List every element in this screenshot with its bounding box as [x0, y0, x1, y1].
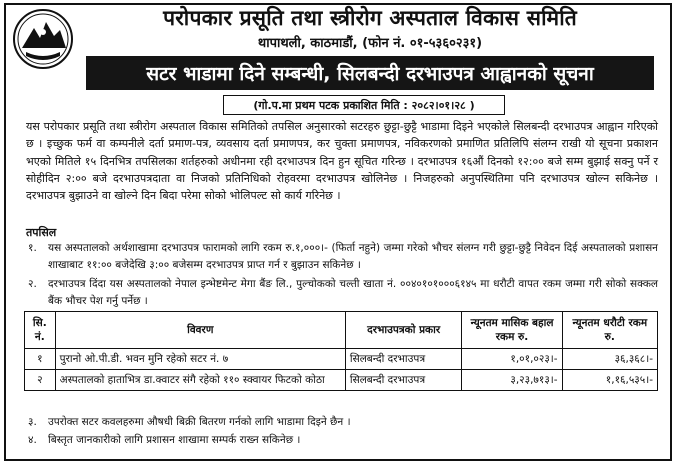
- cell-description: पुरानो ओ.पी.डी. भवन मुनि रहेको सटर नं. ७: [55, 349, 345, 370]
- cell-min-deposit: १,१६,५३५।-: [562, 370, 657, 391]
- conditions-heading: तपसिल: [26, 226, 57, 239]
- condition-text: बिस्तृत जानकारीको लागि प्रशासन शाखामा सम्पर्क राख्न सकिनेछ ।: [48, 434, 301, 446]
- col-header-min-rent: न्यूनतम मासिक बहाल रकम रु.: [462, 312, 562, 349]
- cell-min-rent: ३,२३,७१३।-: [462, 370, 562, 391]
- condition-item-3: [28, 414, 658, 431]
- table-row: [25, 349, 658, 370]
- condition-number: १.: [28, 242, 37, 254]
- table-row: [25, 370, 658, 391]
- condition-text: यस अस्पतालको अर्थशाखामा दरभाउपत्र फारामको लागि रकम रु.१,०००।- (फिर्ता नहुने) जम्मा गरेको भौचर संलग्न गरी छुट्टा-छुट्टै निवेदन दिई अस्पतालको प्रशासन शाखाबाट ११:०० बजेदेखि ३:०० बजेसम्म दरभाउपत्र प्राप्त गर्न र बुझाउन सकिनेछ ।: [48, 242, 658, 271]
- col-header-sn: सि. नं.: [25, 312, 56, 349]
- condition-item-1: [28, 240, 658, 274]
- condition-number: ३.: [28, 416, 37, 428]
- nepal-emblem-logo: [12, 8, 74, 70]
- cell-sn: १: [25, 349, 56, 370]
- publication-date-box: (गो.प.मा प्रथम पटक प्रकाशित मिति : २०८२।०१।२८ ): [223, 95, 505, 115]
- shutter-rent-table: [24, 311, 658, 391]
- condition-text: दरभाउपत्र दिंदा यस अस्पतालको नेपाल इन्भेष्टमेन्ट मेगा बैंङ लि., पुल्चोकको चल्ती खाता नं. ००४०१०१०००६१४५ मा धरौटी वापत रकम जम्मा गरी सोको सक्कल बैंक भौचर पेश गर्नु पर्नेछ ।: [48, 278, 658, 307]
- col-header-type: दरभाउपत्रको प्रकार: [345, 312, 462, 349]
- col-header-description: विवरण: [55, 312, 345, 349]
- condition-item-4: [28, 432, 658, 449]
- org-title: परोपकार प्रसूति तथा स्त्रीरोग अस्पताल विकास समिति: [163, 6, 577, 30]
- condition-number: २.: [28, 278, 37, 290]
- cell-sn: २: [25, 370, 56, 391]
- cell-type: सिलबन्दी दरभाउपत्र: [345, 370, 462, 391]
- condition-item-2: [28, 276, 658, 310]
- table-header-row: [25, 312, 658, 349]
- notice-body-paragraph: यस परोपकार प्रसूति तथा स्त्रीरोग अस्पताल विकास समितिको तपसिल अनुसारको सटरहरु छुट्टा-छुट्टै भाडामा दिइने भएकोले सिलबन्दी दरभाउपत्र आह्वान गरिएको छ । इच्छुक फर्म वा कम्पनीले दर्ता प्रमाण-पत्र, व्यवसाय दर्ता प्रमाणपत्र, कर चुक्ता प्रमाणपत्र, नविकरणको प्रमाणित प्रतिलिपि संलग्न राखी यो सूचना प्रकाशन भएको मितिले १५ दिनभित्र तपसिलका शर्तहरुको अधीनमा रही दरभाउपत्र दिन हुन सूचित गरिन्छ । दरभाउपत्र १६औं दिनको १२:०० बजे सम्म बुझाई सक्नु पर्ने र सोहीदिन २:०० बजे दरभाउपत्रदाता वा निजको प्रतिनिधिको रोहवरमा दरभाउपत्र खोलिनेछ । निजहरुको अनुपस्थितिमा पनि दरभाउपत्र खोल्न सकिनेछ । दरभाउपत्र बुझाउने वा खोल्ने दिन बिदा परेमा सोको भोलिपल्ट सो कार्य गरिनेछ ।: [26, 120, 658, 203]
- notice-headline-banner: सटर भाडामा दिने सम्बन्धी, सिलबन्दी दरभाउपत्र आह्वानको सूचना: [86, 56, 654, 90]
- condition-number: ४.: [28, 434, 37, 446]
- col-header-min-deposit: न्यूनतम धरौटी रकम रु.: [562, 312, 657, 349]
- cell-description: अस्पतालको हाताभित्र डा.क्वाटर संगै रहेको ११० स्क्वायर फिटको कोठा: [55, 370, 345, 391]
- cell-type: सिलबन्दी दरभाउपत्र: [345, 349, 462, 370]
- condition-text: उपरोक्त सटर कवलहरुमा औषधी बिक्री बितरण गर्नको लागि भाडामा दिइने छैन ।: [48, 416, 351, 428]
- org-address: थापाथली, काठमाडौं, (फोन नं. ०१-५३६०२३१): [257, 36, 483, 51]
- cell-min-rent: १,०१,०२३।-: [462, 349, 562, 370]
- cell-min-deposit: ३६,३६८।-: [562, 349, 657, 370]
